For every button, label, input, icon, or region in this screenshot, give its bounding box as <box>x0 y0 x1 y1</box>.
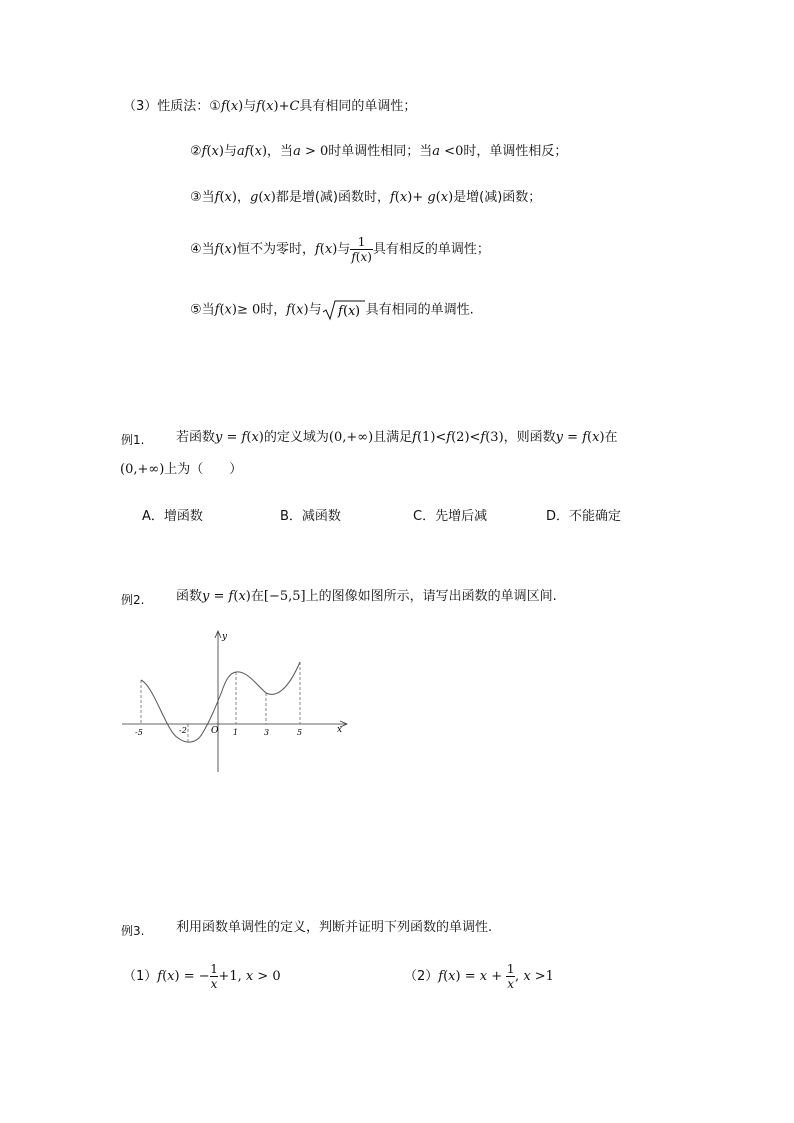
property-header-line: （3）性质法：①f(x)与f(x)+C具有相同的单调性； <box>123 99 417 114</box>
tick-label: 3 <box>264 728 270 737</box>
property-header: （3）性质法： <box>123 99 210 114</box>
example-2-question: 函数y = f(x)在[−5,5]上的图像如图所示，请写出函数的单调区间. <box>176 589 557 604</box>
example-3-question: 利用函数单调性的定义，判断并证明下列函数的单调性. <box>176 920 493 935</box>
example-1-question-line2: (0,+∞)上为（ ） <box>120 462 243 477</box>
property-3-line: ③当f(x)，g(x)都是增(减)函数时，f(x)+ g(x)是增(减)函数； <box>190 190 542 205</box>
svg-text:): ) <box>354 303 360 319</box>
x-axis-label: x <box>337 725 343 735</box>
option-b[interactable]: B．减函数 <box>280 509 341 524</box>
example-3-part-1: （1）f(x) = − $\frac{1}{x}$ +1, x > 0 <box>123 962 281 991</box>
tick-label: -5 <box>135 728 143 737</box>
example-2-label: 例2. <box>121 593 145 607</box>
option-c[interactable]: C．先增后减 <box>413 509 488 524</box>
reciprocal-fraction: $\frac{1}{f(x)}$ <box>351 235 372 264</box>
function-curve <box>141 662 303 742</box>
tick-label: 1 <box>233 728 239 737</box>
svg-text:x: x <box>347 303 355 319</box>
property-1-mark: ① <box>209 99 221 114</box>
origin-label: O <box>211 726 219 736</box>
example-3-label: 例3. <box>121 924 145 938</box>
tick-label: 5 <box>297 728 303 737</box>
example-1-label: 例1. <box>121 433 145 447</box>
property-2-line: ②f(x)与af(x)，当a > 0时单调性相同；当a <0时，单调性相反； <box>190 144 568 159</box>
example-1-question-line1: 若函数y = f(x)的定义域为(0,+∞)且满足f(1)<f(2)<f(3)，则函数y = f(x)在 <box>176 430 618 445</box>
fraction-1-over-x: $\frac{1}{x}$ <box>210 962 218 991</box>
option-a[interactable]: A．增函数 <box>142 509 203 524</box>
svg-text:f: f <box>337 303 343 319</box>
property-5-line: ⑤当f(x)≥ 0时，f(x)与 f ( x ) 具有相同的单调性. <box>190 298 474 323</box>
option-d[interactable]: D．不能确定 <box>546 509 622 524</box>
sqrt-expression <box>322 298 366 322</box>
y-axis-label: y <box>222 632 228 642</box>
example-3-part-2: （2）f(x) = x + $\frac{1}{x}$ , x >1 <box>404 962 554 991</box>
tick-label: -2 <box>179 726 187 735</box>
svg-text:(: ( <box>342 303 348 319</box>
function-graph <box>118 626 358 776</box>
property-4-line: ④当f(x)恒不为零时，f(x)与 $\frac{1}{f(x)}$ 具有相反的单调性； <box>190 235 490 264</box>
fraction-1-over-x: $\frac{1}{x}$ <box>506 962 515 991</box>
